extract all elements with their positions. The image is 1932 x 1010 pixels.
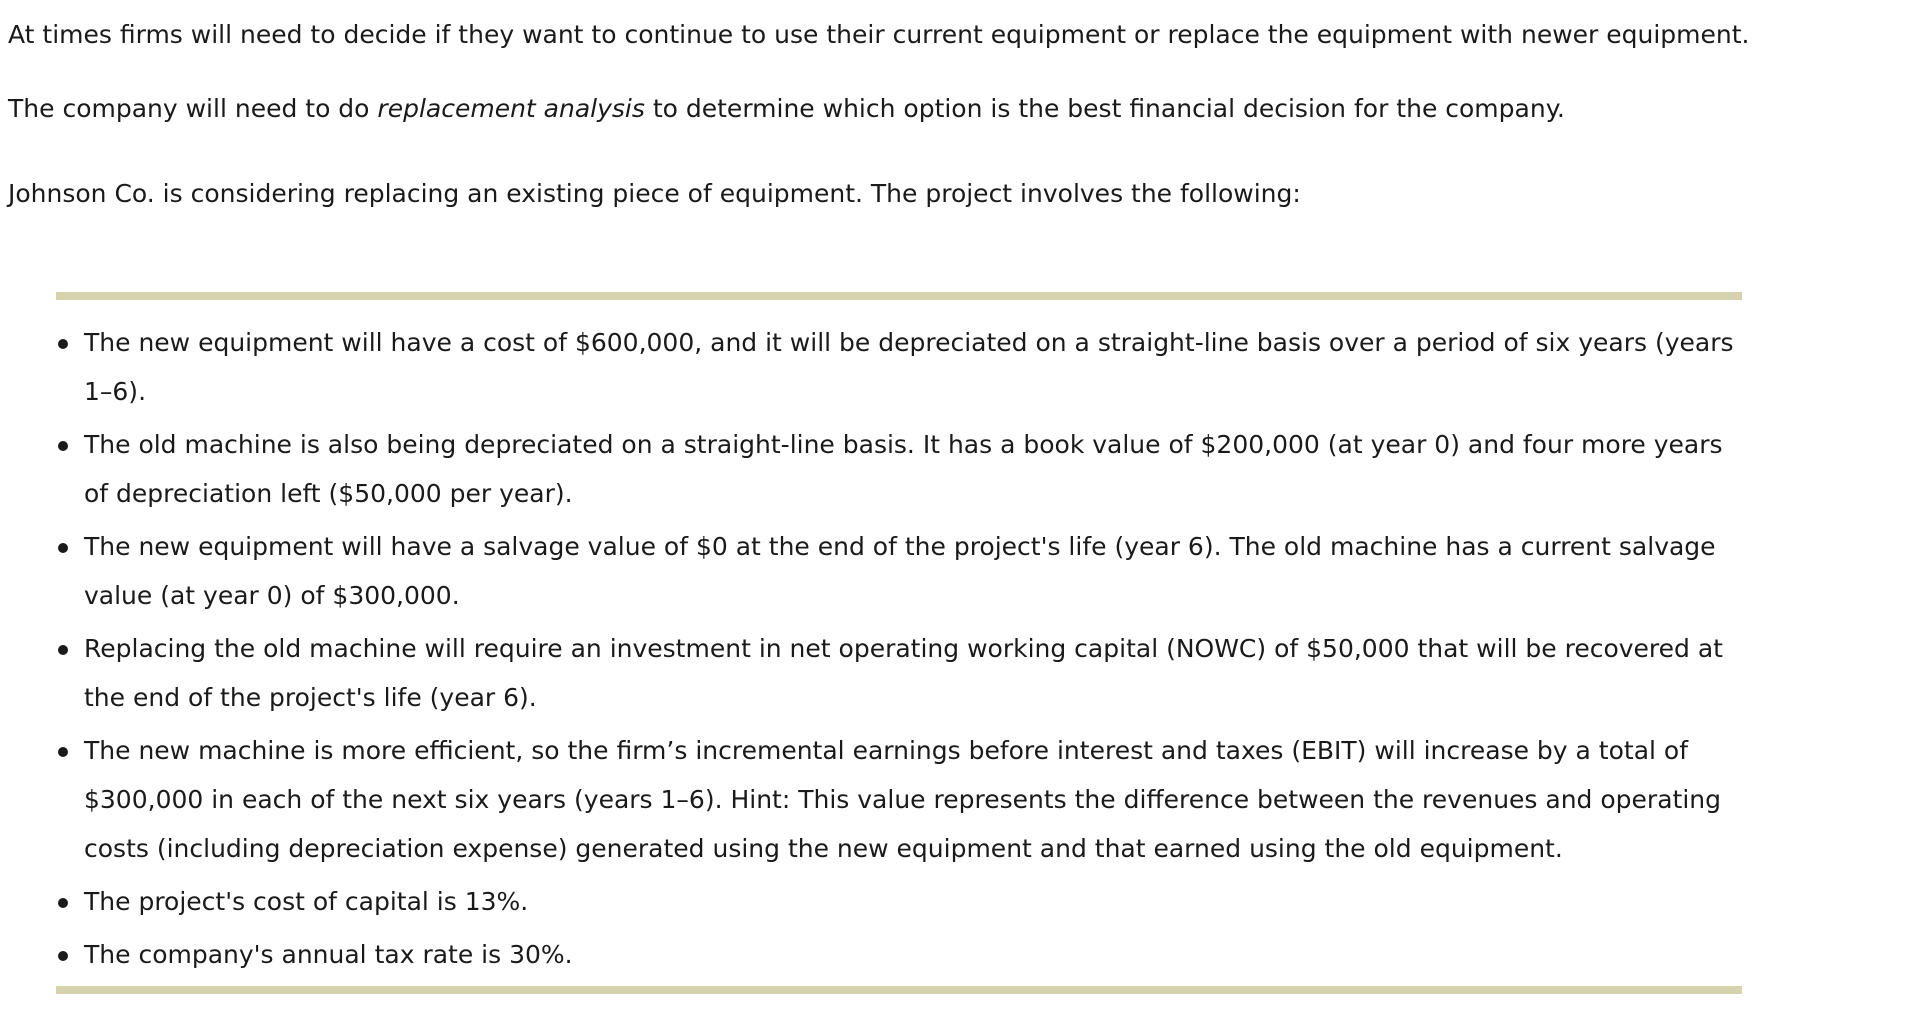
list-item: The project's cost of capital is 13%. [0, 877, 1760, 926]
list-item: The old machine is also being depreciated on a straight-line basis. It has a book value of $200,000 (at year 0) and four more years of depreciation left ($50,000 per year). [0, 420, 1760, 518]
intro-paragraph-3: Johnson Co. is considering replacing an existing piece of equipment. The project involves the following: [8, 179, 1301, 208]
bottom-divider [56, 986, 1742, 994]
list-item: The company's annual tax rate is 30%. [0, 930, 1760, 979]
intro-paragraph-2-start: The company will need to do [8, 94, 378, 123]
intro-paragraph-2-end: to determine which option is the best financial decision for the company. [644, 94, 1565, 123]
list-item: The new equipment will have a salvage value of $0 at the end of the project's life (year 6). The old machine has a current salvage value (at year 0) of $300,000. [0, 522, 1760, 620]
list-item: The new machine is more efficient, so the firm’s incremental earnings before interest and taxes (EBIT) will increase by a total of $300,000 in each of the next six years (years 1–6). Hint: This value represents the difference between the revenues and operating costs (including depreciation expense) generated using the new equipment and that earned using the old equipment. [0, 726, 1760, 873]
replacement-analysis-term: replacement analysis [377, 94, 645, 123]
list-item: The new equipment will have a cost of $600,000, and it will be depreciated on a straight-line basis over a period of six years (years 1–6). [0, 318, 1760, 416]
top-divider [56, 292, 1742, 300]
list-item: Replacing the old machine will require an investment in net operating working capital (NOWC) of $50,000 that will be recovered at the end of the project's life (year 6). [0, 624, 1760, 722]
intro-paragraph-2 [8, 94, 1565, 124]
project-details-list [0, 318, 1760, 983]
intro-paragraph-1: At times firms will need to decide if they want to continue to use their current equipment or replace the equipment with newer equipment. [8, 20, 1750, 49]
